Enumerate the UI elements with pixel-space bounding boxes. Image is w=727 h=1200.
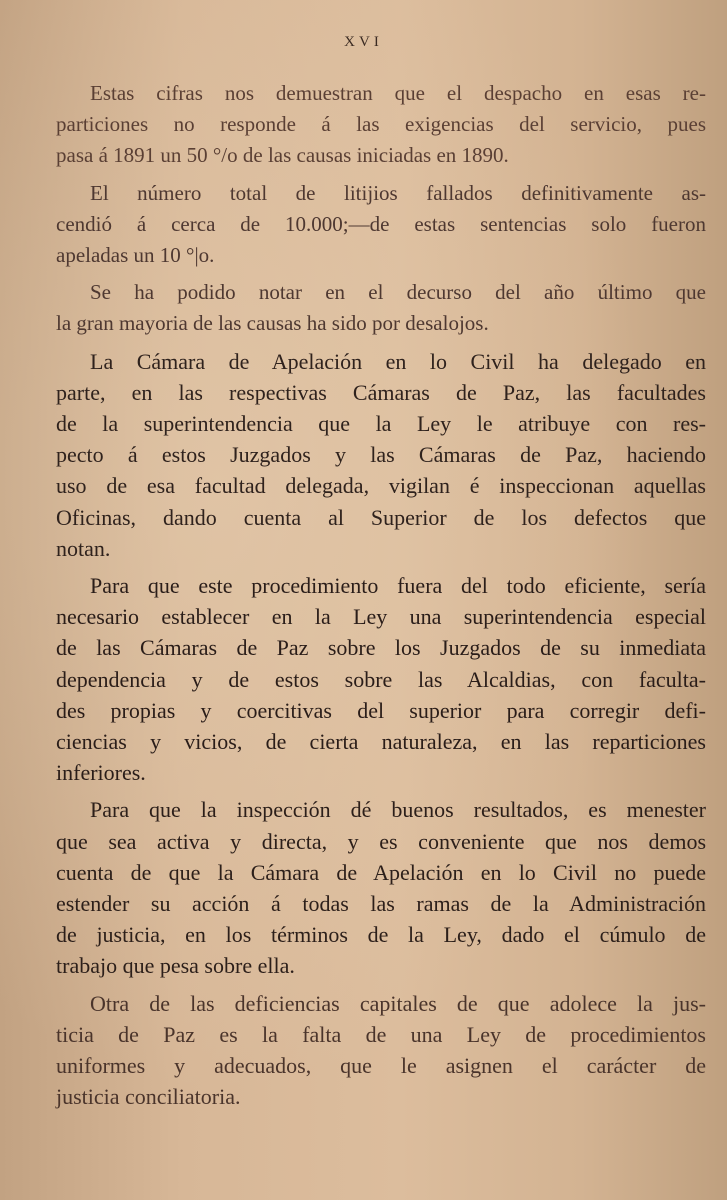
text-line: ciencias y vicios, de cierta naturaleza, en las reparticiones: [56, 729, 706, 755]
text-line: des propias y coercitivas del superior para corregir defi-: [56, 697, 706, 723]
text-line: que sea activa y directa, y es conveniente que nos demos: [56, 828, 706, 854]
body-text: [56, 78, 706, 1119]
text-line: Para que este procedimiento fuera del todo eficiente, sería: [90, 573, 706, 599]
paragraph-3: [56, 277, 706, 339]
paragraph-7: [56, 988, 706, 1113]
text-line: uso de esa facultad delegada, vigilan é inspeccionan aquellas: [56, 473, 706, 499]
paragraph-1: [56, 78, 706, 172]
text-line: particiones no responde á las exigencias del servicio, pues: [56, 112, 706, 137]
text-line: La Cámara de Apelación en lo Civil ha delegado en: [90, 348, 706, 374]
text-line: pasa á 1891 un 50 °/o de las causas iniciadas en 1890.: [56, 143, 509, 168]
text-line: justicia conciliatoria.: [56, 1084, 241, 1110]
text-line: de las Cámaras de Paz sobre los Juzgados de su inmediata: [56, 635, 706, 661]
text-line: estender su acción á todas las ramas de la Administración: [56, 891, 706, 917]
text-line: inferiores.: [56, 760, 146, 786]
text-line: El número total de litijios fallados definitivamente as-: [90, 180, 706, 205]
text-line: ticia de Paz es la falta de una Ley de procedimientos: [56, 1021, 706, 1047]
text-line: Otra de las deficiencias capitales de que adolece la jus-: [90, 990, 706, 1016]
text-line: de justicia, en los términos de la Ley, dado el cúmulo de: [56, 922, 706, 948]
paragraph-4: [56, 346, 706, 564]
text-line: de la superintendencia que la Ley le atribuye con res-: [56, 411, 706, 437]
text-line: uniformes y adecuados, que le asignen el carácter de: [56, 1053, 706, 1079]
text-line: Se ha podido notar en el decurso del año último que: [90, 280, 706, 305]
paragraph-6: [56, 794, 706, 981]
page-number: XVI: [344, 34, 383, 50]
text-line: apeladas un 10 °|o.: [56, 243, 215, 268]
text-line: parte, en las respectivas Cámaras de Paz, las facultades: [56, 379, 706, 405]
text-line: cuenta de que la Cámara de Apelación en lo Civil no puede: [56, 859, 706, 885]
text-line: necesario establecer en la Ley una superintendencia especial: [56, 604, 706, 630]
text-line: notan.: [56, 535, 111, 561]
text-line: trabajo que pesa sobre ella.: [56, 953, 295, 979]
text-line: la gran mayoria de las causas ha sido por desalojos.: [56, 311, 489, 336]
text-line: cendió á cerca de 10.000;—de estas sentencias solo fueron: [56, 211, 706, 236]
text-line: Oficinas, dando cuenta al Superior de los defectos que: [56, 504, 706, 530]
paragraph-2: [56, 178, 706, 272]
text-line: pecto á estos Juzgados y las Cámaras de Paz, haciendo: [56, 442, 706, 468]
paragraph-5: [56, 570, 706, 788]
text-line: Para que la inspección dé buenos resultados, es menester: [90, 797, 706, 823]
text-line: dependencia y de estos sobre las Alcaldias, con faculta-: [56, 666, 706, 692]
text-line: Estas cifras nos demuestran que el despacho en esas re-: [90, 81, 706, 105]
